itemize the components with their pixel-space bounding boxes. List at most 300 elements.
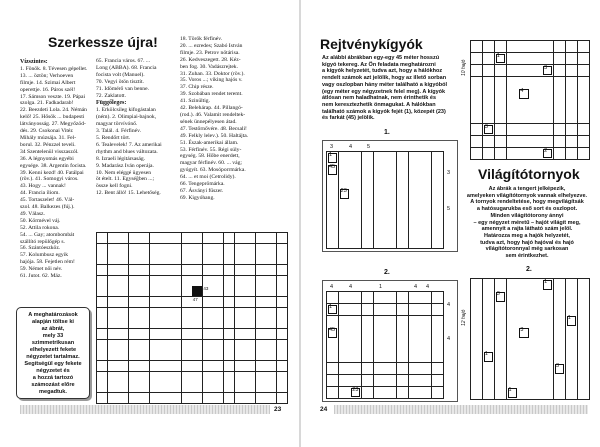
sea-cell[interactable]: [578, 339, 589, 351]
sea-cell[interactable]: [495, 363, 506, 375]
crossword-cell[interactable]: [213, 233, 223, 243]
snake-cell[interactable]: [409, 304, 420, 315]
crossword-cell[interactable]: [171, 393, 181, 403]
sea-cell[interactable]: [483, 339, 494, 351]
crossword-cell[interactable]: [129, 329, 139, 339]
snake-cell[interactable]: [374, 200, 385, 212]
snake-cell[interactable]: [350, 375, 361, 386]
snake-cell[interactable]: [362, 292, 373, 303]
sea-cell[interactable]: [530, 112, 541, 123]
crossword-cell[interactable]: [150, 361, 160, 371]
sea-cell[interactable]: [518, 291, 529, 303]
crossword-cell[interactable]: [160, 350, 170, 360]
crossword-cell[interactable]: [182, 254, 192, 264]
sea-cell[interactable]: [542, 327, 553, 339]
crossword-cell[interactable]: [150, 340, 160, 350]
crossword-cell[interactable]: [192, 361, 202, 371]
crossword-cell[interactable]: [256, 350, 266, 360]
sea-cell[interactable]: [483, 279, 494, 291]
crossword-cell[interactable]: [235, 233, 245, 243]
sea-cell[interactable]: [518, 124, 529, 135]
crossword-cell[interactable]: [118, 308, 128, 318]
snake-cell[interactable]: [327, 292, 338, 303]
crossword-cell[interactable]: [108, 329, 118, 339]
snake-cell[interactable]: [397, 339, 408, 350]
crossword-cell[interactable]: [192, 372, 202, 382]
snake-cell[interactable]: [327, 304, 338, 315]
crossword-cell[interactable]: [171, 382, 181, 392]
crossword-cell[interactable]: [235, 361, 245, 371]
snake-cell[interactable]: [397, 292, 408, 303]
crossword-cell[interactable]: [182, 329, 192, 339]
snake-cell[interactable]: [350, 363, 361, 374]
crossword-cell[interactable]: [118, 233, 128, 243]
sea-cell[interactable]: [566, 124, 577, 135]
snake-cell[interactable]: [327, 387, 338, 398]
sea-cell[interactable]: [471, 315, 482, 327]
crossword-cell[interactable]: [97, 329, 107, 339]
sea-cell[interactable]: [518, 65, 529, 76]
sea-cell[interactable]: [542, 363, 553, 375]
crossword-cell[interactable]: [203, 276, 213, 286]
snake-cell[interactable]: [409, 176, 420, 188]
snake-cell[interactable]: [432, 339, 443, 350]
crossword-cell[interactable]: [139, 350, 149, 360]
snake-cell[interactable]: [420, 316, 431, 327]
sea-cell[interactable]: [578, 41, 589, 52]
sea-cell[interactable]: [542, 339, 553, 351]
crossword-cell[interactable]: [182, 393, 192, 403]
crossword-cell[interactable]: [139, 297, 149, 307]
snake-cell[interactable]: [409, 292, 420, 303]
sea-cell[interactable]: [530, 339, 541, 351]
snake-cell[interactable]: [420, 176, 431, 188]
crossword-cell[interactable]: [224, 393, 234, 403]
crossword-cell[interactable]: [203, 254, 213, 264]
snake-cell[interactable]: [339, 387, 350, 398]
crossword-cell[interactable]: [224, 372, 234, 382]
crossword-cell[interactable]: [213, 297, 223, 307]
crossword-cell[interactable]: [224, 361, 234, 371]
sea-cell[interactable]: [578, 77, 589, 88]
crossword-cell[interactable]: [213, 372, 223, 382]
sea-cell[interactable]: [566, 339, 577, 351]
crossword-cell[interactable]: [139, 318, 149, 328]
crossword-cell[interactable]: [277, 329, 287, 339]
snake-cell[interactable]: [420, 327, 431, 338]
crossword-cell[interactable]: [118, 372, 128, 382]
crossword-cell[interactable]: [182, 382, 192, 392]
crossword-cell[interactable]: [266, 233, 276, 243]
sea-cell[interactable]: [518, 41, 529, 52]
crossword-cell[interactable]: [235, 372, 245, 382]
crossword-cell[interactable]: [245, 340, 255, 350]
sea-cell[interactable]: [518, 53, 529, 64]
crossword-cell[interactable]: [108, 340, 118, 350]
crossword-cell[interactable]: [224, 244, 234, 254]
snake-cell[interactable]: [362, 375, 373, 386]
sea-cell[interactable]: [542, 88, 553, 99]
snake-cell[interactable]: [374, 212, 385, 224]
crossword-cell[interactable]: [277, 350, 287, 360]
crossword-cell[interactable]: [235, 393, 245, 403]
crossword-cell[interactable]: [266, 382, 276, 392]
sea-cell[interactable]: [542, 112, 553, 123]
sea-cell[interactable]: [518, 112, 529, 123]
sea-cell[interactable]: [495, 339, 506, 351]
crossword-cell[interactable]: [277, 265, 287, 275]
snake-cell[interactable]: [350, 339, 361, 350]
sea-cell[interactable]: [554, 100, 565, 111]
snake-cell[interactable]: [420, 164, 431, 176]
snake-cell[interactable]: [432, 236, 443, 248]
crossword-cell[interactable]: [150, 233, 160, 243]
snake-cell[interactable]: [350, 304, 361, 315]
snake-cell[interactable]: [362, 316, 373, 327]
sea-cell[interactable]: [530, 303, 541, 315]
sea-cell[interactable]: [530, 100, 541, 111]
snake-cell[interactable]: [409, 236, 420, 248]
sea-cell[interactable]: [518, 351, 529, 363]
sea-cell[interactable]: [566, 375, 577, 387]
crossword-cell[interactable]: [192, 393, 202, 403]
sea-cell[interactable]: [471, 41, 482, 52]
crossword-cell[interactable]: [266, 361, 276, 371]
crossword-cell[interactable]: [192, 340, 202, 350]
sea-cell[interactable]: [542, 291, 553, 303]
sea-cell[interactable]: [578, 279, 589, 291]
snake-cell[interactable]: [409, 339, 420, 350]
sea-cell[interactable]: [507, 327, 518, 339]
snake-cell[interactable]: [362, 363, 373, 374]
crossword-cell[interactable]: [108, 276, 118, 286]
snake-cell[interactable]: [420, 236, 431, 248]
crossword-cell[interactable]: [256, 286, 266, 296]
crossword-cell[interactable]: [129, 340, 139, 350]
snake-cell[interactable]: [397, 188, 408, 200]
sea-cell[interactable]: [507, 315, 518, 327]
snake-cell[interactable]: [409, 212, 420, 224]
sea-cell[interactable]: [471, 136, 482, 147]
crossword-cell[interactable]: [97, 350, 107, 360]
crossword-cell[interactable]: [118, 361, 128, 371]
crossword-cell[interactable]: [160, 329, 170, 339]
crossword-cell[interactable]: [266, 244, 276, 254]
crossword-cell[interactable]: [277, 276, 287, 286]
snake-cell[interactable]: [409, 224, 420, 236]
snake-puzzle-2-grid[interactable]: [326, 291, 444, 399]
crossword-cell[interactable]: [160, 318, 170, 328]
crossword-cell[interactable]: [160, 286, 170, 296]
crossword-cell[interactable]: [203, 308, 213, 318]
sea-cell[interactable]: [530, 363, 541, 375]
sea-cell[interactable]: [578, 136, 589, 147]
snake-cell[interactable]: [385, 212, 396, 224]
crossword-cell[interactable]: [118, 382, 128, 392]
crossword-cell[interactable]: [118, 340, 128, 350]
crossword-cell[interactable]: [224, 318, 234, 328]
crossword-cell[interactable]: [256, 233, 266, 243]
crossword-cell[interactable]: [129, 372, 139, 382]
crossword-cell[interactable]: [139, 254, 149, 264]
sea-cell[interactable]: [483, 100, 494, 111]
sea-cell[interactable]: [483, 53, 494, 64]
sea-cell[interactable]: [471, 279, 482, 291]
crossword-cell[interactable]: [245, 276, 255, 286]
sea-cell[interactable]: [507, 65, 518, 76]
crossword-cell[interactable]: [256, 372, 266, 382]
crossword-cell[interactable]: [256, 254, 266, 264]
snake-cell[interactable]: [374, 387, 385, 398]
snake-cell[interactable]: [385, 176, 396, 188]
snake-cell[interactable]: [397, 304, 408, 315]
crossword-cell[interactable]: [160, 393, 170, 403]
lighthouse-puzzle-2-grid[interactable]: [470, 278, 590, 400]
sea-cell[interactable]: [495, 291, 506, 303]
sea-cell[interactable]: [542, 53, 553, 64]
crossword-cell[interactable]: [182, 350, 192, 360]
snake-cell[interactable]: [420, 339, 431, 350]
snake-cell[interactable]: [397, 316, 408, 327]
sea-cell[interactable]: [483, 124, 494, 135]
crossword-cell[interactable]: [97, 244, 107, 254]
crossword-cell[interactable]: [118, 350, 128, 360]
snake-cell[interactable]: [432, 200, 443, 212]
sea-cell[interactable]: [554, 112, 565, 123]
snake-cell[interactable]: [350, 164, 361, 176]
snake-cell[interactable]: [374, 316, 385, 327]
snake-cell[interactable]: [350, 292, 361, 303]
sea-cell[interactable]: [471, 53, 482, 64]
sea-cell[interactable]: [578, 124, 589, 135]
snake-cell[interactable]: [350, 200, 361, 212]
crossword-cell[interactable]: [192, 382, 202, 392]
crossword-cell[interactable]: [160, 372, 170, 382]
crossword-grid[interactable]: [96, 232, 288, 404]
snake-cell[interactable]: [385, 152, 396, 164]
snake-cell[interactable]: [385, 200, 396, 212]
snake-cell[interactable]: [432, 327, 443, 338]
sea-cell[interactable]: [554, 77, 565, 88]
crossword-cell[interactable]: [97, 318, 107, 328]
sea-cell[interactable]: [530, 124, 541, 135]
crossword-cell[interactable]: [266, 340, 276, 350]
crossword-cell[interactable]: [129, 361, 139, 371]
crossword-cell[interactable]: [203, 361, 213, 371]
snake-cell[interactable]: [362, 351, 373, 362]
snake-cell[interactable]: [327, 212, 338, 224]
snake-cell[interactable]: [339, 236, 350, 248]
snake-cell[interactable]: [385, 236, 396, 248]
crossword-cell[interactable]: [139, 286, 149, 296]
snake-cell[interactable]: [397, 375, 408, 386]
crossword-cell[interactable]: [266, 350, 276, 360]
sea-cell[interactable]: [471, 363, 482, 375]
sea-cell[interactable]: [471, 339, 482, 351]
sea-cell[interactable]: [578, 88, 589, 99]
snake-cell[interactable]: [432, 164, 443, 176]
sea-cell[interactable]: [518, 136, 529, 147]
crossword-cell[interactable]: [97, 276, 107, 286]
crossword-cell[interactable]: [256, 244, 266, 254]
sea-cell[interactable]: [518, 387, 529, 399]
sea-cell[interactable]: [507, 375, 518, 387]
snake-cell[interactable]: [350, 327, 361, 338]
snake-cell[interactable]: [385, 224, 396, 236]
crossword-cell[interactable]: [277, 286, 287, 296]
crossword-cell[interactable]: [192, 308, 202, 318]
snake-cell[interactable]: [327, 363, 338, 374]
crossword-cell[interactable]: [245, 286, 255, 296]
crossword-cell[interactable]: [245, 297, 255, 307]
crossword-cell[interactable]: [118, 244, 128, 254]
sea-cell[interactable]: [566, 88, 577, 99]
snake-cell[interactable]: [362, 164, 373, 176]
crossword-cell[interactable]: [182, 361, 192, 371]
crossword-cell[interactable]: [192, 350, 202, 360]
snake-cell[interactable]: [327, 188, 338, 200]
sea-cell[interactable]: [566, 363, 577, 375]
crossword-cell[interactable]: [277, 382, 287, 392]
crossword-cell[interactable]: [245, 361, 255, 371]
crossword-cell[interactable]: [277, 308, 287, 318]
sea-cell[interactable]: [471, 375, 482, 387]
crossword-cell[interactable]: [108, 372, 118, 382]
sea-cell[interactable]: [554, 387, 565, 399]
snake-cell[interactable]: [397, 351, 408, 362]
crossword-cell[interactable]: [150, 329, 160, 339]
crossword-cell[interactable]: [256, 382, 266, 392]
snake-cell[interactable]: [362, 212, 373, 224]
crossword-cell[interactable]: [213, 265, 223, 275]
snake-cell[interactable]: [339, 212, 350, 224]
crossword-cell[interactable]: [203, 329, 213, 339]
crossword-cell[interactable]: [129, 286, 139, 296]
crossword-cell[interactable]: [171, 254, 181, 264]
snake-cell[interactable]: [420, 351, 431, 362]
sea-cell[interactable]: [542, 136, 553, 147]
sea-cell[interactable]: [530, 65, 541, 76]
crossword-cell[interactable]: [213, 340, 223, 350]
crossword-cell[interactable]: [224, 297, 234, 307]
crossword-cell[interactable]: [108, 361, 118, 371]
sea-cell[interactable]: [542, 41, 553, 52]
sea-cell[interactable]: [566, 53, 577, 64]
crossword-cell[interactable]: [235, 340, 245, 350]
crossword-cell[interactable]: [203, 244, 213, 254]
sea-cell[interactable]: [483, 291, 494, 303]
sea-cell[interactable]: [518, 363, 529, 375]
snake-cell[interactable]: [385, 339, 396, 350]
sea-cell[interactable]: [518, 279, 529, 291]
crossword-cell[interactable]: [256, 308, 266, 318]
crossword-cell[interactable]: [235, 297, 245, 307]
snake-cell[interactable]: [397, 224, 408, 236]
sea-cell[interactable]: [578, 148, 589, 159]
crossword-cell[interactable]: [118, 276, 128, 286]
sea-cell[interactable]: [542, 77, 553, 88]
crossword-cell[interactable]: [97, 308, 107, 318]
sea-cell[interactable]: [542, 315, 553, 327]
sea-cell[interactable]: [518, 77, 529, 88]
snake-cell[interactable]: [327, 236, 338, 248]
crossword-cell[interactable]: [150, 297, 160, 307]
snake-cell[interactable]: [327, 164, 338, 176]
sea-cell[interactable]: [483, 136, 494, 147]
sea-cell[interactable]: [471, 112, 482, 123]
sea-cell[interactable]: [507, 339, 518, 351]
sea-cell[interactable]: [471, 351, 482, 363]
snake-cell[interactable]: [420, 363, 431, 374]
snake-cell[interactable]: [339, 316, 350, 327]
snake-cell[interactable]: [350, 212, 361, 224]
sea-cell[interactable]: [554, 124, 565, 135]
sea-cell[interactable]: [495, 53, 506, 64]
snake-cell[interactable]: [327, 316, 338, 327]
snake-cell[interactable]: [339, 152, 350, 164]
crossword-cell[interactable]: [245, 372, 255, 382]
crossword-cell[interactable]: [182, 276, 192, 286]
crossword-cell[interactable]: [192, 286, 202, 296]
sea-cell[interactable]: [495, 148, 506, 159]
crossword-cell[interactable]: [118, 286, 128, 296]
crossword-cell[interactable]: [108, 254, 118, 264]
sea-cell[interactable]: [578, 291, 589, 303]
crossword-cell[interactable]: [256, 265, 266, 275]
crossword-cell[interactable]: [192, 329, 202, 339]
sea-cell[interactable]: [483, 112, 494, 123]
crossword-cell[interactable]: [150, 244, 160, 254]
crossword-cell[interactable]: [277, 372, 287, 382]
snake-cell[interactable]: [432, 351, 443, 362]
sea-cell[interactable]: [495, 327, 506, 339]
snake-cell[interactable]: [362, 224, 373, 236]
crossword-cell[interactable]: [182, 308, 192, 318]
snake-cell[interactable]: [350, 387, 361, 398]
crossword-cell[interactable]: [160, 340, 170, 350]
crossword-cell[interactable]: [235, 254, 245, 264]
snake-cell[interactable]: [327, 327, 338, 338]
crossword-cell[interactable]: [108, 318, 118, 328]
crossword-cell[interactable]: [171, 265, 181, 275]
sea-cell[interactable]: [566, 65, 577, 76]
crossword-cell[interactable]: [192, 233, 202, 243]
snake-cell[interactable]: [397, 327, 408, 338]
snake-cell[interactable]: [339, 327, 350, 338]
crossword-cell[interactable]: [203, 393, 213, 403]
crossword-cell[interactable]: [182, 297, 192, 307]
crossword-cell[interactable]: [235, 286, 245, 296]
sea-cell[interactable]: [471, 291, 482, 303]
sea-cell[interactable]: [518, 375, 529, 387]
snake-cell[interactable]: [374, 188, 385, 200]
sea-cell[interactable]: [518, 339, 529, 351]
crossword-cell[interactable]: [224, 350, 234, 360]
sea-cell[interactable]: [554, 351, 565, 363]
crossword-cell[interactable]: [171, 286, 181, 296]
crossword-cell[interactable]: [277, 393, 287, 403]
sea-cell[interactable]: [542, 148, 553, 159]
sea-cell[interactable]: [483, 41, 494, 52]
sea-cell[interactable]: [566, 327, 577, 339]
crossword-cell[interactable]: [171, 318, 181, 328]
crossword-cell[interactable]: [192, 276, 202, 286]
sea-cell[interactable]: [471, 77, 482, 88]
crossword-cell[interactable]: [150, 254, 160, 264]
sea-cell[interactable]: [495, 77, 506, 88]
crossword-cell[interactable]: [150, 265, 160, 275]
snake-cell[interactable]: [385, 387, 396, 398]
